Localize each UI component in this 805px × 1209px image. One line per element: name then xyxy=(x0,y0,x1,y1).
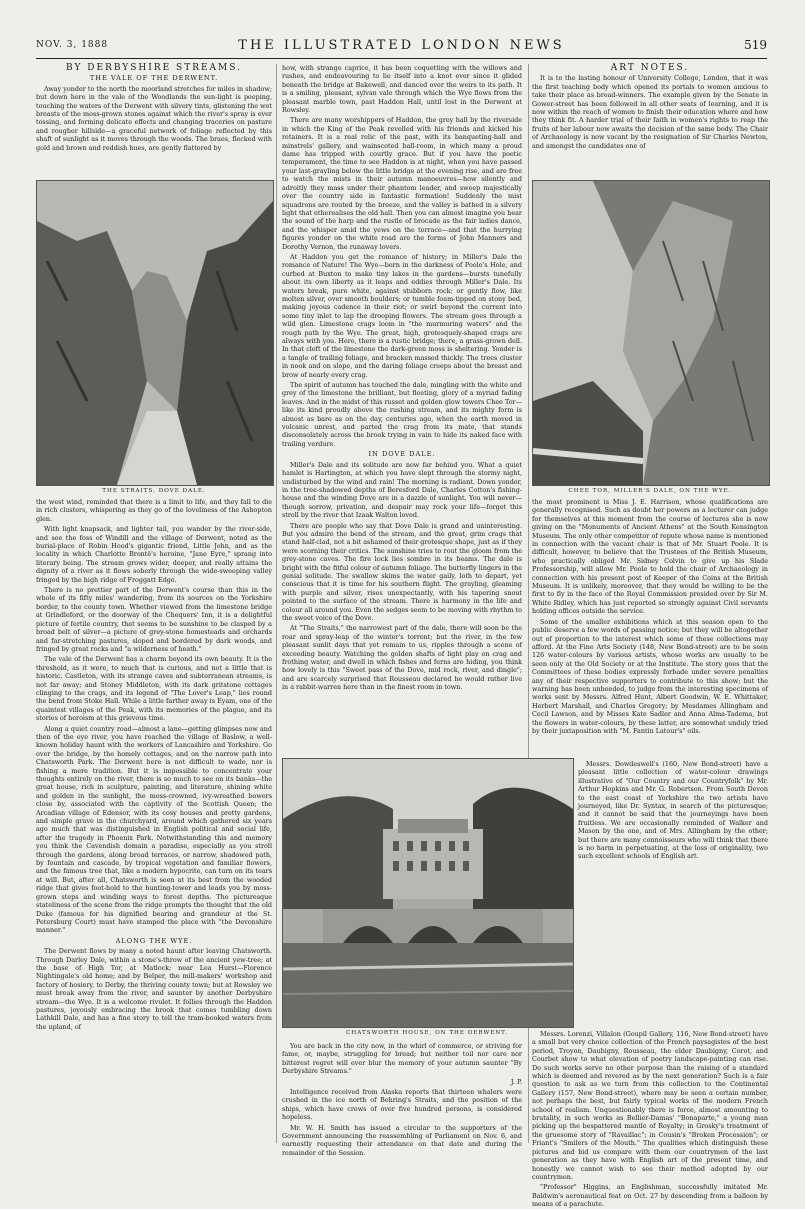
figure-caption: CHATSWORTH HOUSE, ON THE DERWENT. xyxy=(346,1030,508,1036)
article-paragraph: There are many worshippers of Haddon, the grey hall by the riverside in which the King of the Peak revelled with his friends and kicked his retainers. It is a real relic of the past, with its banqueting-hall and minstrels' gallery, and wainscoted ball-room, in which many a proud dame has tripped with courtly grace. But if you have the poetic temperament, the time to see Haddon is at night, when you have passed your last-grayling below the little bridge at the evening rise, and are free to watch the mists in their autumn manoeuvres—how silently and adroitly they mass under their phantom leader, and sweep majestically over the country side in fantastic formation! Suddenly the mist squadrons are routed by the breeze, and the valley is bathed in a silvery light that etherealises the old hall. Then you can almost imagine you hear the sound of the harp and the rustle of brocade as the fair ladies dance, and the whisper amid the yews on the terrace—and that the hurrying figures yonder on the white road are the forms of John Manners and Dorothy Vernon, the runaway lovers. xyxy=(282,116,522,251)
derbyshire-article-middle xyxy=(282,64,522,754)
article-paragraph: Some of the smaller exhibitions which at this season open to the public deserve a few words of passing notice; but they will be altogether out of proportion to the interest which some of these collections may afford. At the Fine Arts Society (148, New Bond-street) are to be seen 126 water-colours by various artists, whose works are usually to be seen only at the Old Society or at the Institute. The story goes that the Committees of these bodies expressly forbade under severe penalties any of their respective supporters to contribute to this show; but the warning has been unheeded, to judge from the interesting specimens of works sent by Messrs. Alfred Hunt, Albert Goodwin, W. E. Whittaker, Herbert Marshall, and Charles Gregory; by Mesdames Allingham and Cecil Lawson, and by Misses Kate Sadler and Anna Alma-Tadema, but the flowers in water-colours, by these latter, are somewhat unduly tried by their juxtaposition with "M. Fantin Latour's" oils. xyxy=(532,617,768,735)
article-paragraph: the west wind, reminded that there is a limit to life, and they fall to die in rich clusters, whispering as they go of the loveliness of the Ashopton glen. xyxy=(36,498,272,523)
section-subtitle: IN DOVE DALE. xyxy=(368,450,436,459)
section-subtitle: ALONG THE WYE. xyxy=(115,936,193,945)
article-paragraph: At "The Straits," the narrowest part of the dale, there will soon be the roar and spray-leap of the winter's torrent; but the river, in the few pleasant sunlit days that yet remain to us, ripples through a scene of exceeding beauty. Watching the golden shafts of light play on crag and frothing water, and dwell in which fishes and ferns are hiding, you think how lovely is this "Sweet pass of the Dove, mid rock, river, and dingle"; and are scarcely surprised that Rousseau declared he would rather live in a rabbit-warren here than in the finest room in town. xyxy=(282,624,522,692)
derbyshire-article-intro xyxy=(36,64,272,178)
article-paragraph: It is to the lasting honour of University College, London, that it was the first teaching body which opened its portals to women anxious to take their place as bread-winners. The example given by the Senate in Gower-street has been followed in all other seats of learning, and it is now within the reach of women to finish their education where and how they think fit. A harder trial of their faith in women's rights to reap the fruits of her labour now awaits the decision of the same body. The Chair of Archaeology is now vacant by the resignation of Sir Charles Newton, and amongst the candidates one of xyxy=(532,74,768,150)
art-notes-narrow xyxy=(578,760,768,1025)
article-paragraph: Messrs. Lorenzi, Villalon (Goupil Gallery, 116, New Bond-street) have a small but very choice collection of the French paysagistes of the best period, Troyon, Daubigny, Rousseau, the elder Daubigny, Corot, and Courbet show to what elevation of poetry landscape-painting can rise. Do such works serve no other purpose than the raising of a standard which is deemed and revered as by the next generation? Such is a fair question to ask as we turn from this collection to the Continental Gallery (157, New Bond-street), where may be seen a certain number, not perhaps the best, but fairly typical works of the modern French school of realism. Unquestionably there is force, almost amounting to brutality, in such works as Bellier-Damas' "Bonaparte," a young man picking up the bespattered mantle of Royalty; in Grosky's treatment of the gruesome story of "Ravaillac"; in Cousin's "Broken Procession"; or Friant's "Smilers of the Mouth." The qualities which distinguish these pictures and bid us compare with them our countrymen of the last generation as they have with English art of the present time, and honestly we cannot wish to see their method adopted by our countrymen. xyxy=(532,1030,768,1181)
article-paragraph: "Professor" Higgins, an Englishman, successfully imitated Mr. Baldwin's aeronautical feat on Oct. 27 by descending from a balloon by means of a parachute. xyxy=(532,1183,768,1209)
news-paragraph: Intelligence received from Alaska reports that thirteen whalers were crushed in the ice north of Behring's Straits, and the position of the ships, which have crews of over five hundred persons, is considered hopeless. xyxy=(282,1088,522,1122)
article-signature: J. P. xyxy=(510,1077,522,1086)
article-paragraph: The spirit of autumn has touched the dale, mingling with the white and grey of the limestone the brilliant, but fleeting, glory of a myriad fading leaves. And in the midst of this russet and golden glow towers Chee Tor—like its kind proudly above the rushing stream, and its mighty form is almost as bare as on the day, centuries ago, when the earth moved in volcanic unrest, and parted the crag from its mate, that stands disconsolately across the brook trying in vain to hide its naked face with trailing verdure. xyxy=(282,381,522,448)
illustration-chatsworth-house xyxy=(282,758,574,1028)
illustration-straits-dove-dale xyxy=(36,180,274,486)
figure-caption: CHEE TOR, MILLER'S DALE, ON THE WYE. xyxy=(568,488,732,494)
article-paragraph: With light knapsack, and lighter tail, you wander by the river-side, and see the foss of Windill and the village of Derwent, noted as the burial-place of Robin Hood's gigantic friend, Little John, and as the locality in which Charlotte Brontë's heroine, "Jane Eyre," sprang into literary being. The stream grows wider, deeper, and really attains the dignity of a river as it flows soberly through the wide-sweeping valley fringed by the high ridge of Froggatt Edge. xyxy=(36,525,272,584)
news-items xyxy=(282,1042,522,1157)
column-divider xyxy=(276,64,277,1143)
article-paragraph: Along a quiet country road—almost a lane—getting glimpses now and then of the eye river, you have reached the village of Baslow, a well-known holiday haunt with the workers of Lancashire and Yorkshire. Go over the bridge, by the homely cottages, and on the narrow path into Chatsworth Park. The Derwent here is not difficult to wade, nor is fishing a mere tradition. But it is impossible to concentrate your thoughts entirely on the river, there is so much to see on its banks—the great house, rich in sculpture, painting, and literature, shining white and golden in the sunlight, the moss-crowned, ivy-wreathed bowers close by, associated with the captivity of the Scottish Queen; the Arcadian village of Edensor, with its cosy houses and pretty gardens, and simple grave in the churchyard, around which gathered six years ago much that was distinguished in English political and social life, after the tragedy in Phoenix Park. Notwithstanding this and memory you think the Cavendish domain a paradise, especially as you stroll through the gardens, along broad terraces, or narrow, shadowed path, by fountain and cascade, by tropical vegetation and familiar flowers, and the famous tree that, like a modern hypocrite, can turn on its tears at will. But, after all, Chatsworth is seen at its best from the wooded ridge that gives foot-hold to the hunting-tower and leads you by moss-grown steps and winding ways to forest depths. The picturesque stateliness of the scene from the ridge prompts the thought that the old Duke (famous for his dignified bearing and grandeur at the St. Petersburg Court) must have stamped the place with "the Devonshire manner." xyxy=(36,724,272,935)
header-rule xyxy=(36,58,767,59)
figure-caption: THE STRAITS, DOVE DALE. xyxy=(102,488,206,494)
art-notes-bottom xyxy=(532,1030,768,1209)
article-paragraph: There is no prettier part of the Derwent's course than this in the whole of its fifty miles' wandering, from its sources on the Yorkshire border, to the county town. Whether viewed from the limestone bridge at Grindleford, or the doorway of the Chequers' Inn, it is a delightful picture of fertile country, that seems to be sunshine to be clasped by a broad belt of silver—a picture of grey-stone homesteads and orchards and far-stretching pastures, sloped and bordered by dark woods, and fringed by great rocks and "a wilderness of heath." xyxy=(36,586,272,653)
article-paragraph: The vale of the Derwent has a charm beyond its own beauty. It is the threshold, as it were, to much that is curious, and not a little that is historic. Castleton, with its strange caves and subterranean streams, is not far away; and Stoney Middleton, with its dark gritstone cottages clinging to the crags, and its legend of "The Lover's Leap," lies round the bend from Stoke Hall. While a little farther away is Eyam, one of the quaintest villages of the Peak, with its memories of the plague, and its stories of heroism at this grievous time. xyxy=(36,655,272,723)
masthead-title: THE ILLUSTRATED LONDON NEWS xyxy=(238,38,565,53)
art-notes-title: ART NOTES. xyxy=(610,63,690,73)
article-paragraph: At Haddon you get the romance of history; in Miller's Dale the romance of Nature! The Wye—born in the darkness of Poole's Hole, and curbed at Buxton to make tiny lakes in the gardens—bursts tunefully about its own liberty as it leaps and eddies through Miller's Dale. Its waters break, pure white, against stubborn rock; or gently flow, like molten silver, over smooth boulders; or tumble foam-tipped on stony bed, making joyous cadence in their riot; or swirl beyond the current into some tiny inlet to lap the drooping flowers. The stream goes through a wild glen. Limestone crags loom in "the murmuring waters" and the rough path by the Wye. The great, high, grotesquely-shaped crags are always with you. Here, there is a rustic bridge; there, a grass-grown dell. In that cleft of the limestone the dark-green moss is sheltering. Yonder is a tangle of trailing foliage, and bracken massed thickly. The trees cluster in nook and on slope, and the daring foliage creeps about the breast and brow of nearly every crag. xyxy=(282,252,522,379)
news-paragraph: Mr. W. H. Smith has issued a circular to the supporters of the Government announcing the reassembling of Parliament on Nov. 6, and earnestly requesting their attendance on that date and during the remainder of the Session. xyxy=(282,1123,522,1157)
article-subtitle: THE VALE OF THE DERWENT. xyxy=(89,74,219,83)
article-paragraph: the most prominent is Miss J. E. Harrison, whose qualifications are generally recognised. Such as doubt her powers as a lecturer can judge for themselves at this moment from the course of lectures she is now giving on the "Monuments of Ancient Athens" at the South Kensington Museum. The only other competitor of repute whose name is mentioned in connection with the vacant chair is that of Mr. Stuart Poole. It is difficult, however, to believe that the Trustees of the British Museum, who practically obliged Mr. Sidney Colvin to give up his Slade Professorship, will allow Mr. Poole to hold the chair of Archaeology in connection with his present post of Keeper of the Coins at the British Museum. It is unlikely, moreover, that they would be willing to be the first to fly in the face of the Royal Commission presided over by Sir M. White Ridley, which has just reported so strongly against Civil servants holding offices outside the service. xyxy=(532,498,768,616)
article-paragraph: You are back in the city now, in the whirl of commerce, or striving for fame, or, maybe, struggling for bread; but neither toil nor care nor bitterest regret will ever blur the memory of your autumn saunter "By Derbyshire Streams." xyxy=(282,1042,522,1076)
article-paragraph: There are people who say that Dove Dale is grand and uninteresting. But you admire the bend of the stream, and the great, grim crags that stand half-clad, not a bit ashamed of their grotesque shape, just as if they were scorning their critics. The sunshine tries to rout the gloom from the grey-stone caves. The fire lock lies sombre in its beams. The dale is bright with the fitful colour of autumn foliage. The butterfly lingers in the genial solitude. The swallow skims the water gaily, loth to depart, yet conscious that it is time for his southern flight. The grayling, gleaming with purple and silver, rises unexpectantly, with his tapering snout pointed to the surface of the stream. There is harmony in the life and colour all around you. Even the sedges seem to be moving with rhythm to the sweet voice of the Dove. xyxy=(282,521,522,622)
issue-date: NOV. 3, 1888 xyxy=(36,40,109,50)
page-header xyxy=(36,38,767,56)
article-paragraph: Miller's Dale and its solitude are now far behind you. What a quiet hamlet is Hartington, at which you have slept through the stormy night, undisturbed by the wind and rain! The morning is radiant. Down yonder, in the tree-shadowed depths of Beresford Dale, Charles Cotton's fishing-house and the winding Dove are in a dazzle of sunlight. You will never—though sorrow, privation, and despair may rock your life—forget this stroll by the river that Izaak Walton loved. xyxy=(282,460,522,520)
article-paragraph: Away yonder to the north the moorland stretches for miles in shadow; but down here in the vale of the Woodlands the sun-light is peeping, touching the waters of the Derwent with silvery tints, glistening the wet breasts of the moss-grown stones against which the river's spray is ever tossing, and forming delicate effects and changing traceries on pasture and rougher hillside—a graceful network of foliage reflected by this shaft of sunlight as it moves through the woods. The braes, flecked with gold and brown and reddish hues, are gently flattered by xyxy=(36,84,272,152)
art-notes-continued xyxy=(532,498,768,758)
art-notes-intro xyxy=(532,64,768,176)
article-paragraph: Messrs. Dowdeswell's (160, New Bond-street) have a pleasant little collection of water-colour drawings illustrative of "Our Country and our Countryfolk" by Mr. Arthur Hopkins and Mr. G. Robertson. From South Devon to the east coast of Yorkshire the two artists have journeyed, like Dr. Syntax, in search of the picturesque; and it cannot be said that the journeyings have been fruitless. We are occasionally reminded of Walker and Mason by the one, and of Mrs. Allingham by the other; but there are many connoisseurs who will think that there is no harm in perpetuating, at the loss of originality, two such excellent schools of English art. xyxy=(578,760,768,861)
article-paragraph: The Derwent flows by many a noted haunt after leaving Chatsworth. Through Darley Dale, within a stone's-throw of the ancient yew-tree; at the base of High Tor, at Matlock; near Lea Hurst—Florence Nightingale's old home; and by Belper, the mill-makers' workshop and factory of hosiery, to Derby, the thriving county town; but at Rowsley we must break away from the river, and saunter by another Derbyshire stream—the Wye. It is a welcome rivulet. It follies through the Haddon pastures, joyously embracing the brook that comes tumbling down Lathkill Dale, and has a fine story to tell the tram-booked waters from the upland, of xyxy=(36,947,272,1031)
article-title: BY DERBYSHIRE STREAMS. xyxy=(66,63,242,73)
illustration-chee-tor xyxy=(532,180,770,486)
article-paragraph: how, with strange caprice, it has been coquetting with the willows and rushes, and endeavouring to lie itself into a knot ever since it glided beneath the bridge at Bakewell, and danced over the weirs to its path. It is a smiling, pleasant, sylvan vale through which the Wye flows from the pleasant marble town, past Haddon Hall, until lost in the Derwent at Rowsley. xyxy=(282,64,522,115)
page-number: 519 xyxy=(744,38,767,52)
derbyshire-article-continued xyxy=(36,498,272,1138)
